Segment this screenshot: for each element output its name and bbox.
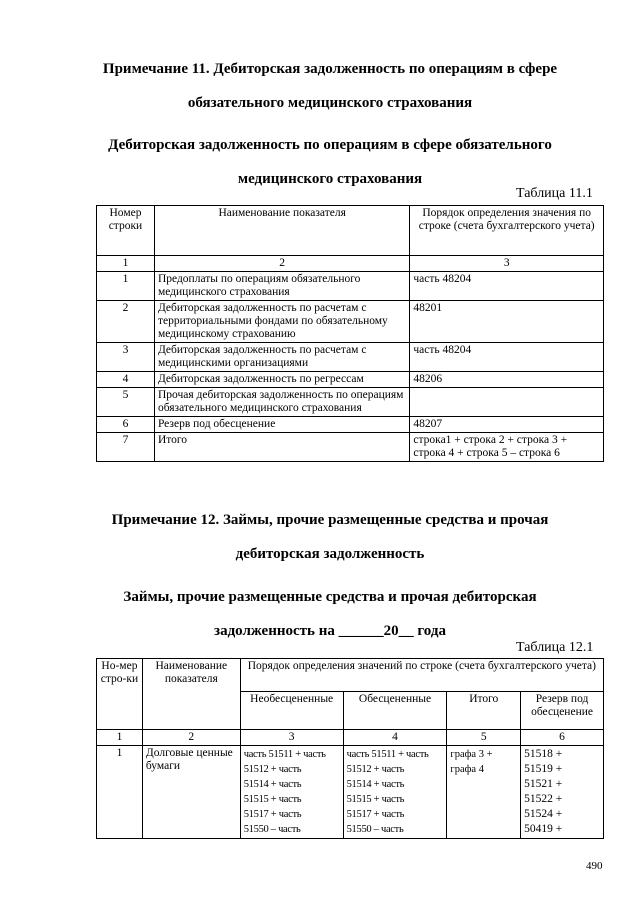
table11-colnum-row: 1 2 3 bbox=[97, 256, 604, 272]
subheader-total: Итого bbox=[447, 692, 521, 730]
total-cell: графа 3 + графа 4 bbox=[447, 746, 521, 839]
table-row: 2 Дебиторская задолженность по расчетам с территориальными фондами по обязательному медицинскому страхованию 48201 bbox=[97, 301, 604, 343]
note12-title: Примечание 12. Займы, прочие размещенные средства и прочая дебиторская задолженность bbox=[111, 512, 549, 562]
table-row: 3 Дебиторская задолженность по расчетам с медицинскими организациями часть 48204 bbox=[97, 343, 604, 372]
table-row: 7 Итого строка1 + строка 2 + строка 3 + строка 4 + строка 5 – строка 6 bbox=[97, 433, 604, 462]
table12-label: Таблица 12.1 bbox=[516, 640, 594, 655]
subheader-impaired: Обесцененные bbox=[343, 692, 447, 730]
impaired-cell: часть 51511 + часть 51512 + часть 51514 + часть 51515 + часть 51517 + часть 51550 – часть bbox=[343, 746, 447, 839]
note11-subtitle: Дебиторская задолженность по операциям в сфере обязательного медицинского страхования bbox=[108, 137, 552, 187]
subheader-unimpaired: Необесцененные bbox=[240, 692, 343, 730]
table-row: 4 Дебиторская задолженность по регрессам 48206 bbox=[97, 372, 604, 388]
header-number: Но-мер стро-ки bbox=[97, 659, 143, 730]
note11-title: Примечание 11. Дебиторская задолженность по операциям в сфере обязательного медицинского страхования bbox=[102, 61, 558, 111]
table12-colnum-row: 1 2 3 4 5 6 bbox=[97, 730, 604, 746]
table11-label: Таблица 11.1 bbox=[516, 186, 593, 201]
table-row: 5 Прочая дебиторская задолженность по операциям обязательного медицинского страхования bbox=[97, 388, 604, 417]
subheader-reserve: Резерв под обесценение bbox=[521, 692, 604, 730]
reserve-cell: 51518 + 51519 + 51521 + 51522 + 51524 + 50419 + bbox=[521, 746, 604, 839]
table-row: 1 Долговые ценные бумаги часть 51511 + часть 51512 + часть 51514 + часть 51515 + часть 51517 + часть 51550 – часть часть 51511 + часть 51512 + часть 51514 + часть 51515 + часть 51517 + часть 51550 – часть графа 3 + графа 4 51518 + 51519 + 51521 + 51522 + 51524 + 50419 + bbox=[97, 746, 604, 839]
header-name: Наименование показателя bbox=[154, 206, 409, 256]
header-rule-group: Порядок определения значений по строке (счета бухгалтерского учета) bbox=[240, 659, 603, 692]
note12-subtitle: Займы, прочие размещенные средства и прочая дебиторская задолженность на ______20__ года bbox=[123, 589, 537, 639]
header-number: Номер строки bbox=[97, 206, 155, 256]
table-row: 6 Резерв под обесценение 48207 bbox=[97, 417, 604, 433]
page-number: 490 bbox=[586, 860, 603, 872]
header-rule: Порядок определения значения по строке (счета бухгалтерского учета) bbox=[410, 206, 604, 256]
table12-header-row bbox=[97, 659, 604, 692]
header-name: Наименование показателя bbox=[142, 659, 240, 730]
table-row: 1 Предоплаты по операциям обязательного медицинского страхования часть 48204 bbox=[97, 272, 604, 301]
unimpaired-cell: часть 51511 + часть 51512 + часть 51514 + часть 51515 + часть 51517 + часть 51550 – часть bbox=[240, 746, 343, 839]
table11-header-row bbox=[97, 206, 604, 256]
table-11-1 bbox=[96, 205, 604, 462]
table-12-1 bbox=[96, 658, 604, 839]
